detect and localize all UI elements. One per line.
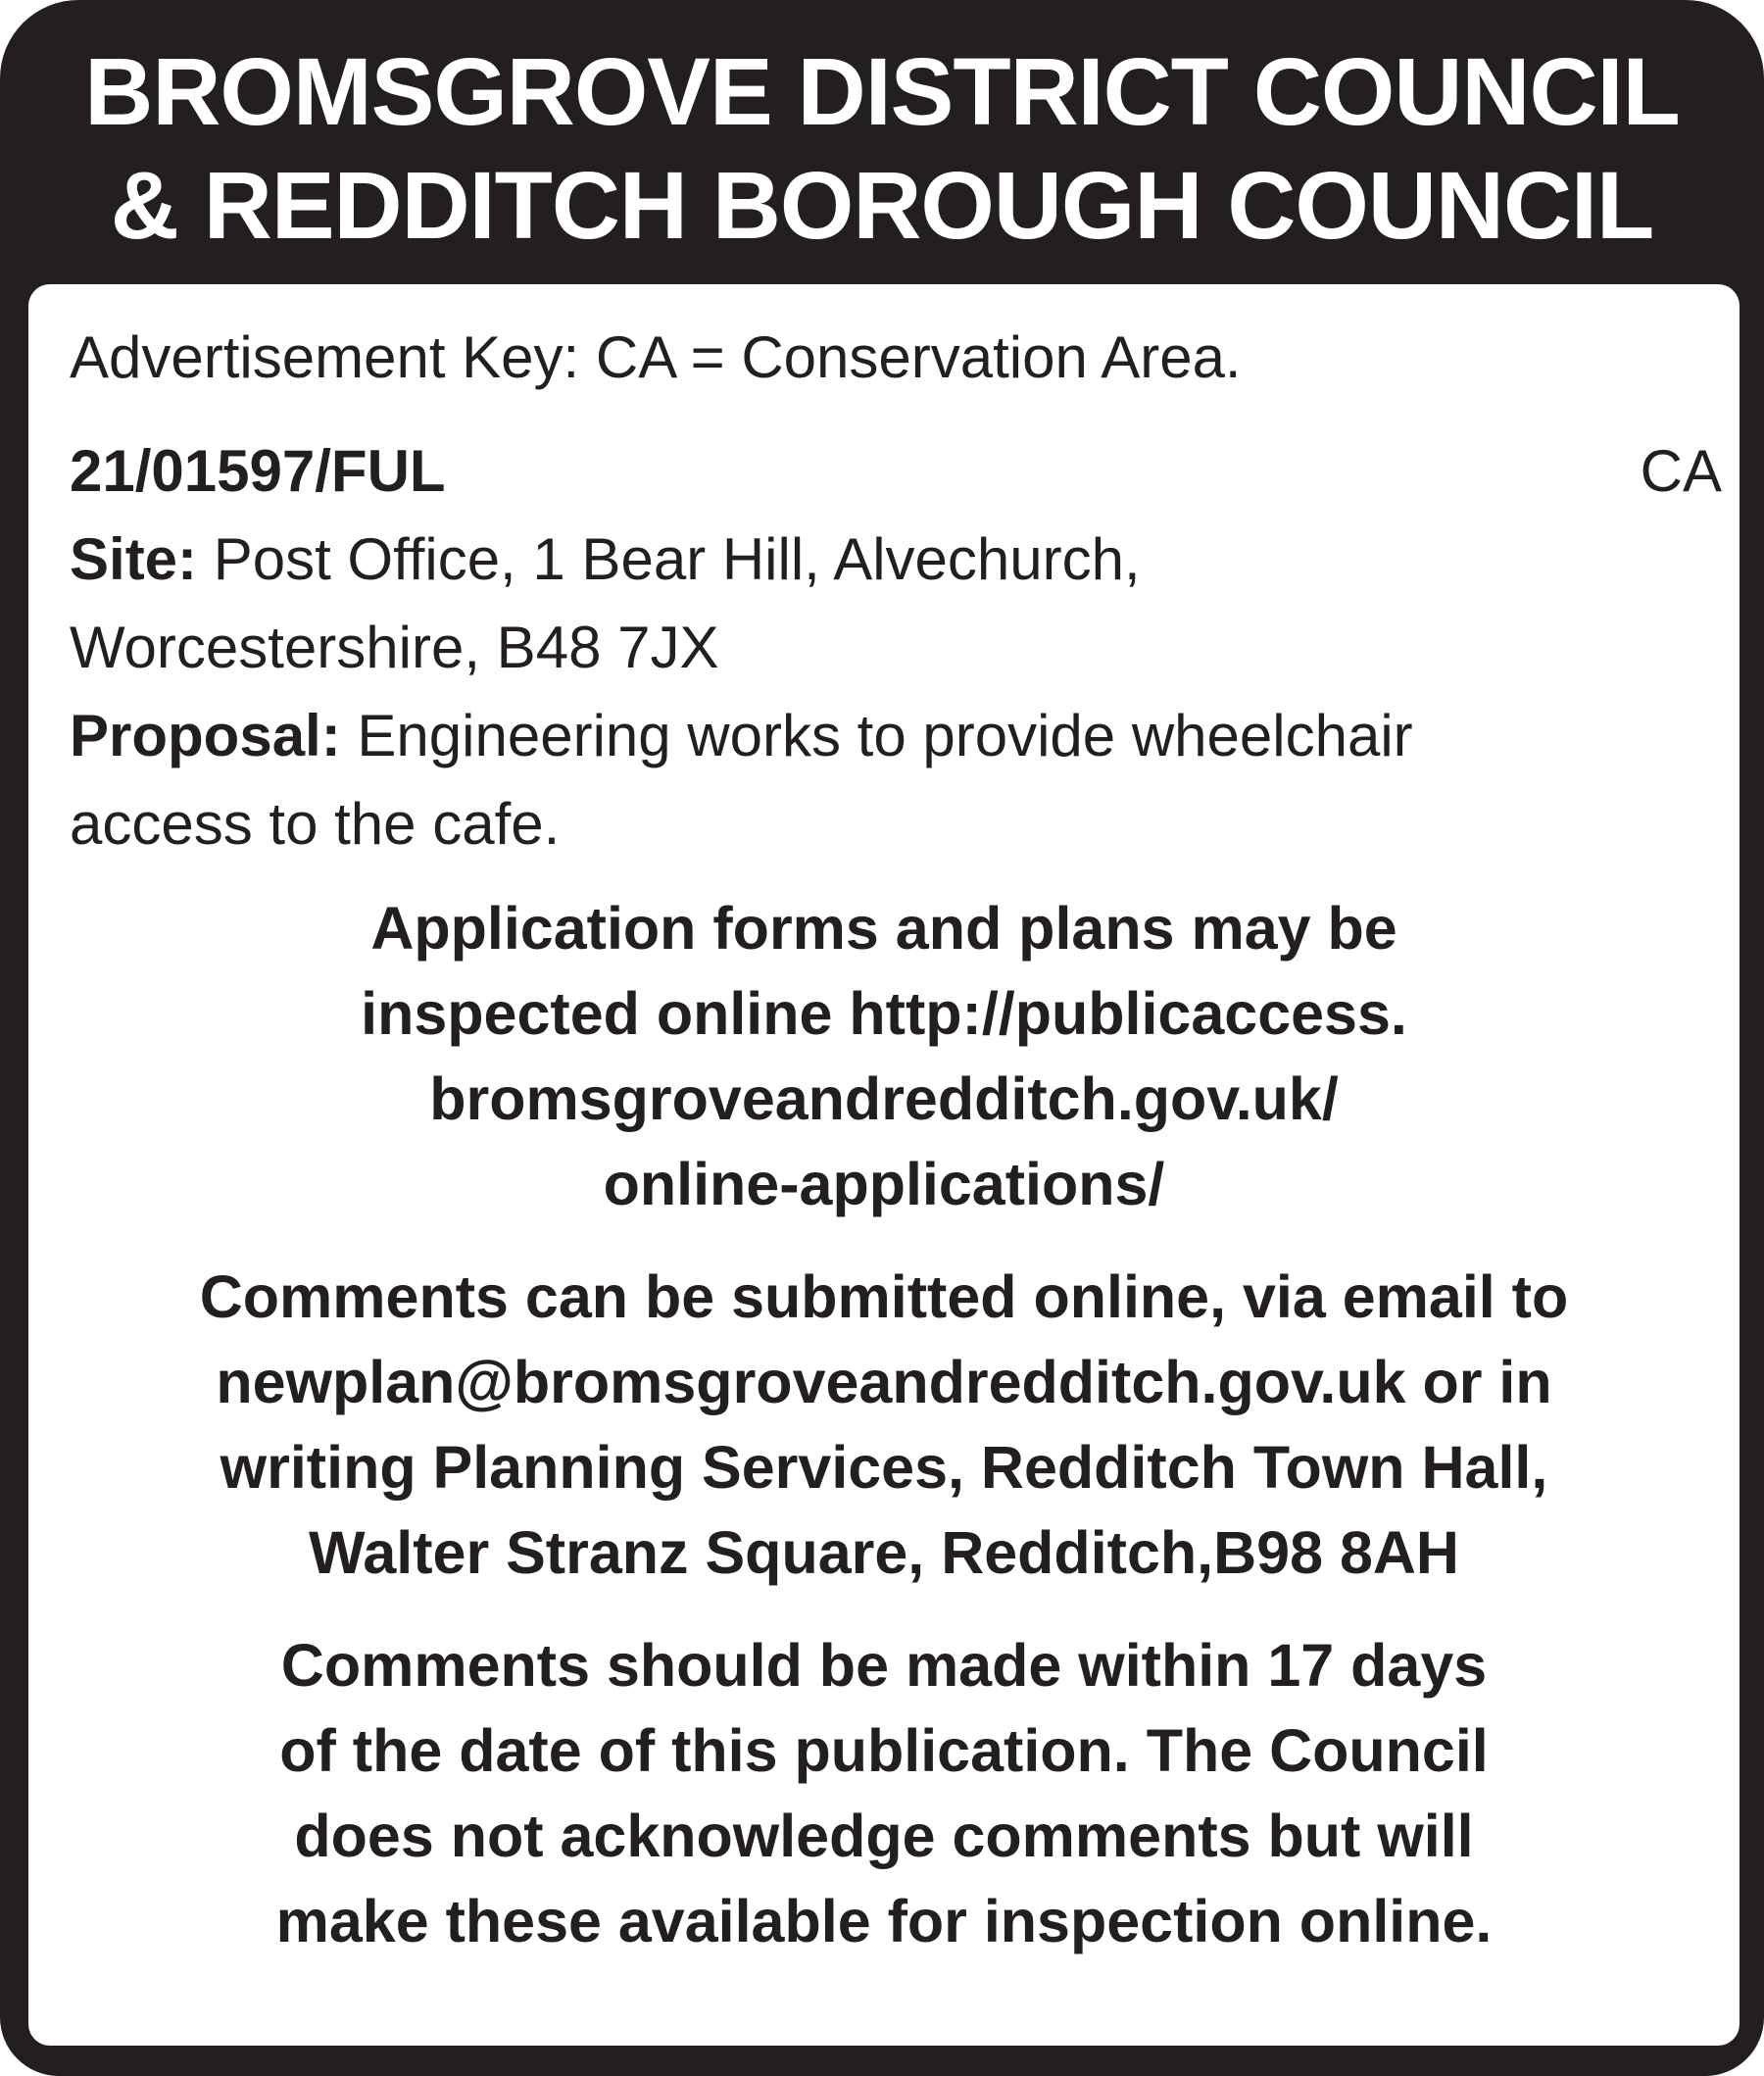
- inspection-line: Application forms and plans may be: [370, 895, 1397, 962]
- deadline-paragraph: [28, 1623, 1740, 1964]
- deadline-line: does not acknowledge comments but will: [294, 1803, 1474, 1869]
- notice-body: [28, 284, 1740, 2046]
- notice-content: [70, 314, 1722, 1964]
- proposal-line-1: [70, 692, 1722, 780]
- site-label: Site:: [70, 526, 198, 592]
- comments-line: Walter Stranz Square, Redditch,B98 8AH: [309, 1519, 1459, 1586]
- proposal-text-2: access to the cafe.: [70, 791, 561, 857]
- comments-paragraph: [28, 1255, 1740, 1596]
- comments-line: newplan@bromsgroveandredditch.gov.uk or in: [216, 1349, 1552, 1415]
- comments-line: Comments can be submitted online, via email to: [199, 1263, 1569, 1330]
- inspection-line: bromsgroveandredditch.gov.uk/: [429, 1065, 1339, 1132]
- deadline-line: Comments should be made within 17 days: [280, 1632, 1488, 1699]
- conservation-area-flag: CA: [1640, 438, 1722, 504]
- inspection-paragraph: [28, 886, 1740, 1227]
- inspection-line: online-applications/: [603, 1151, 1165, 1217]
- proposal-text-1: Engineering works to provide wheelchair: [357, 703, 1413, 768]
- header-line-1: BROMSGROVE DISTRICT COUNCIL: [84, 38, 1680, 145]
- notice-header: [0, 35, 1764, 263]
- deadline-line: make these available for inspection online.: [275, 1888, 1493, 1954]
- deadline-line: of the date of this publication. The Council: [279, 1717, 1489, 1784]
- application-reference: 21/01597/FUL: [70, 438, 446, 504]
- comments-line: writing Planning Services, Redditch Town Hall,: [220, 1434, 1548, 1501]
- proposal-label: Proposal:: [70, 703, 341, 768]
- site-address-1: Post Office, 1 Bear Hill, Alvechurch,: [213, 526, 1141, 592]
- header-line-2: & REDDITCH BOROUGH COUNCIL: [110, 152, 1654, 259]
- site-line-1: [70, 516, 1722, 604]
- advertisement-key: Advertisement Key: CA = Conservation Area.: [70, 324, 1242, 390]
- application-ref-row: [70, 427, 1722, 516]
- inspection-line: inspected online http://publicaccess.: [361, 980, 1407, 1047]
- site-address-2: Worcestershire, B48 7JX: [70, 615, 719, 680]
